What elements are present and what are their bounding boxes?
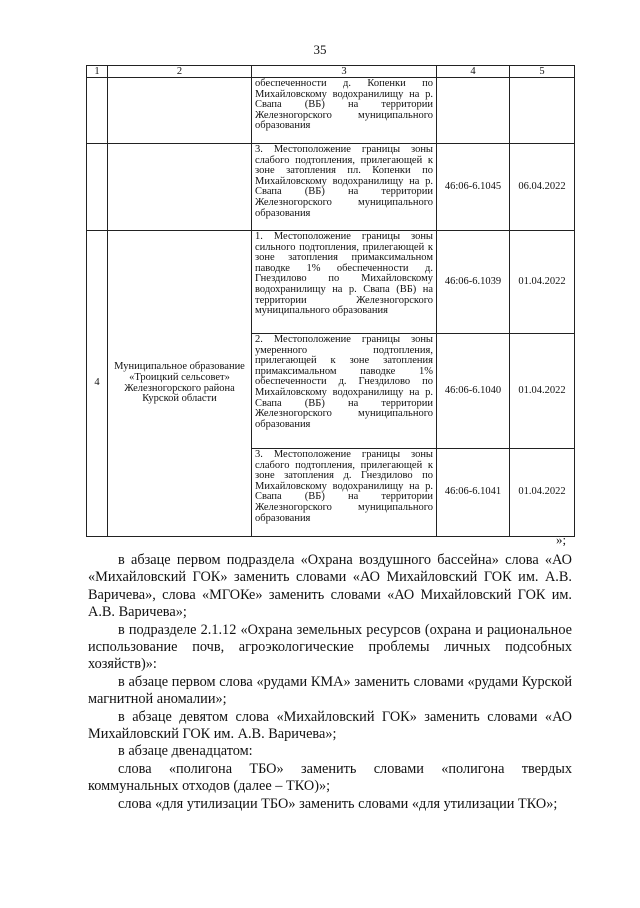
- zone-description: 2. Местоположение границы зоны умеренного подтопления, прилегающей к зоне затопления примаксимальном паводке 1% обеспеченности д. Гнездилово по Михайловскому водохранилищу на р. Свапа (ВБ) на территории Железногорского муниципального образования: [252, 334, 437, 449]
- table-header-cell: 5: [510, 66, 575, 78]
- table-row: [87, 78, 575, 144]
- table-row: [87, 231, 575, 334]
- table-cell: [87, 144, 108, 231]
- paragraph: в абзаце первом слова «рудами КМА» заменить словами «рудами Курской магнитной аномалии»;: [88, 673, 572, 708]
- municipality-name: Муниципальное образование «Троицкий сельсовет» Железногорского района Курской области: [108, 231, 252, 537]
- zone-description: 1. Местоположение границы зоны сильного подтопления, прилегающей к зоне затопления примаксимальном паводке 1% обеспеченности д. Гнездилово по Михайловскому водохранилищу на р. Свапа (ВБ) на территории Железногорского муниципального образования: [252, 231, 437, 334]
- table-header-cell: 2: [108, 66, 252, 78]
- closing-quote: »;: [556, 532, 567, 547]
- table-header-cell: 4: [437, 66, 510, 78]
- row-number: 4: [87, 231, 108, 537]
- table-cell: [108, 78, 252, 144]
- registry-date: 01.04.2022: [510, 231, 575, 334]
- amendment-text: [88, 552, 572, 813]
- table-header-row: [87, 66, 575, 78]
- registry-date: 01.04.2022: [510, 449, 575, 537]
- table-cell: [108, 144, 252, 231]
- paragraph: слова «полигона ТБО» заменить словами «полигона твердых коммунальных отходов (далее – ТКО)»;: [88, 760, 572, 795]
- paragraph: в абзаце первом подраздела «Охрана воздушного бассейна» слова «АО «Михайловский ГОК» заменить словами «АО Михайловский ГОК им. А.В. Варичева», слова «МГОКе» заменить словами «АО Михайловский ГОК им. А.В. Варичева»;: [88, 552, 572, 621]
- paragraph: в абзаце двенадцатом:: [118, 743, 253, 760]
- paragraph: в подразделе 2.1.12 «Охрана земельных ресурсов (охрана и рациональное использование почв, агроэкологические проблемы личных подсобных хозяйств)»:: [88, 621, 572, 673]
- registry-date: 01.04.2022: [510, 334, 575, 449]
- zones-table: [86, 65, 575, 537]
- table-header-cell: 3: [252, 66, 437, 78]
- zone-description: 3. Местоположение границы зоны слабого подтопления, прилегающей к зоне затопления д. Гнездилово по Михайловскому водохранилищу на р. Свапа (ВБ) на территории Железногорского муниципального образования: [252, 449, 437, 537]
- table-cell: [87, 78, 108, 144]
- table-cell: [437, 78, 510, 144]
- zone-description: 3. Местоположение границы зоны слабого подтопления, прилегающей к зоне затопления пл. Копенки по Михайловскому водохранилищу на р. Свапа (ВБ) на территории Железногорского муниципального образования: [252, 144, 437, 231]
- registry-number: 46:06-6.1045: [437, 144, 510, 231]
- registry-number: 46:06-6.1041: [437, 449, 510, 537]
- paragraph: слова «для утилизации ТБО» заменить словами «для утилизации ТКО»;: [118, 795, 558, 812]
- registry-number: 46:06-6.1039: [437, 231, 510, 334]
- paragraph: в абзаце девятом слова «Михайловский ГОК» заменить словами «АО Михайловский ГОК им. А.В. Варичева»;: [88, 708, 572, 743]
- continued-description: обеспеченности д. Копенки по Михайловскому водохранилищу на р. Свапа (ВБ) на территории Железногорского муниципального образования: [252, 78, 437, 144]
- table-row: [87, 144, 575, 231]
- table-cell: [510, 78, 575, 144]
- table-header-cell: 1: [87, 66, 108, 78]
- registry-date: 06.04.2022: [510, 144, 575, 231]
- registry-number: 46:06-6.1040: [437, 334, 510, 449]
- page-number: 35: [313, 42, 327, 57]
